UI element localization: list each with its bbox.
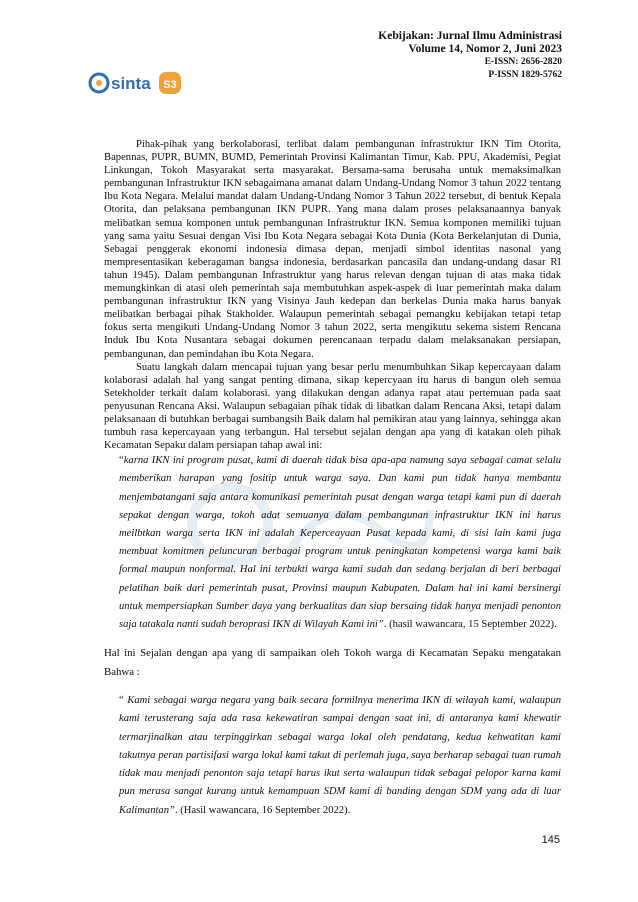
journal-title: Kebijakan: Jurnal Ilmu Administrasi bbox=[378, 30, 562, 42]
quote-1-text: karna IKN ini program pusat, kami di daerah tidak bisa apa-apa namung saya sebagai camat selalu memberikan harapan yang fositip untuk warga saya. Dan kami pun tidak hanya membantu menjembatangani saja antara komunikasi pemerintah pusat dengan warga tetapi kami pun di daerah sepakat dengan warga, tokoh adat semuanya dalam pembangunan infrastruktur IKN ini harus meilbtkan warga serta IKN ini adalah Keperceayaan Pusat kepada kami, di sisi lain kami juga membuat komitmen peluncuran berbagai program untuk peningkatan kompetensi warga kami baik formal maupun nonformal. Hal ini terbukti warga kami sudah dan sedang berjalan di beri berbagai pelatihan baik dari pemerintah pusat, Provinsi maupun Kabupaten. Dalam hal ini kami bersinergi untuk mempersiapkan Sumber daya yang berkualitas dan siap bersaing tidak hanya menjadi penonton saja tatakala nanti sudah beroprasi IKN di Wilayah Kami ini” bbox=[119, 455, 561, 631]
sinta-logo bbox=[86, 66, 186, 100]
interview-quote-1 bbox=[119, 452, 561, 634]
quote-1-citation: . (hasil wawancara, 15 September 2022). bbox=[383, 619, 557, 631]
journal-header bbox=[378, 30, 562, 82]
pissn: P-ISSN 1829-5762 bbox=[488, 70, 562, 80]
sinta-logo-badge: S3 bbox=[163, 79, 177, 91]
lead-in-paragraph: Hal ini Sejalan dengan apa yang di sampaikan oleh Tokoh warga di Kecamatan Sepaku mengatakan Bahwa : bbox=[104, 647, 561, 679]
quote-2-open: “ bbox=[119, 695, 128, 707]
page-number: 145 bbox=[541, 834, 560, 846]
eissn: E-ISSN: 2656-2820 bbox=[484, 57, 562, 67]
interview-quote-2 bbox=[119, 692, 561, 819]
journal-volume: Volume 14, Nomor 2, Juni 2023 bbox=[408, 43, 562, 55]
paragraph-1: Pihak-pihak yang berkolaborasi, terlibat dalam pembangunan infrastruktur IKN Tim Otorita, Bapennas, PUPR, BUMN, BUMD, Pemerintah Provinsi Kalimantan Timur, Kab. PPU, Akademisi, Pegiat Linkungan, Tokoh Masyarakat serta masyarakat. Bersama-sama berusaha untuk memaksimalkan pembangunan Infrastruktur IKN sebagaimana amanat dalam Undang-Undang Nomor 3 tahun 2022 tentang Ibu Kota Negara. Melalui mandat dalam Undang-Undang Nomor 3 Tahun 2022 tersebut, di bentuk Kepala Otorita, dan pelaksana pembangunan IKN PUPR. Yang mana dalam proses pelaksanaannya banyak melibatkan semua komponen untuk pembangunan Infrastruktur IKN. Semua komponen memiliki tujuan yang sama yaitu Sesuai dengan Visi Ibu Kota Negara sebagai Kota Dunia (Kota Berkelanjutan di Dunia, Sebagai penggerak ekonomi indonesia dimasa depan, menjadi simbol identitas nasonal yang mempresentasikan keberagaman bangsa indonesia, berdasarkan pancasila dan undang-undang dasar RI tahun 1945). Dalam pembangunan Infrastruktur yang harus relevan dengan tujuan di atas maka tidak memungkinkan di atasi oleh pemerintah saja membutuhkan aspek-aspek di luar pemerintah maka dalam pembangunan infrastruktur IKN yang Visinya Jauh kedepan dan berkelas Dunia maka harus banyak melibatkan berbagai pihak Stakholder. Walaupun pemerintah sebagai pemangku kebijakan tetapi tetap fokus serta mengikuti Undang-Undang Nomor 3 tahun 2022, serta mengikutu sekema sistem Rencana Induk Ibu Kota Nusantara sebagai dokumen perencanaan terpadu dalam melaksanakan persiapan, pembangunan, dan pemindahan ibu Kota Negara. bbox=[104, 139, 561, 360]
quote-2-citation: . (Hasil wawancara, 16 September 2022). bbox=[174, 804, 351, 816]
sinta-logo-text: sinta bbox=[111, 74, 151, 93]
article-body bbox=[104, 138, 561, 820]
quote-1-open: “ bbox=[119, 455, 124, 467]
quote-2-text: Kami sebagai warga negara yang baik secara formilnya menerima IKN di wilayah kami, walaupun kami terusterang saja ada rasa kekewatiran sampai dengan saat ini, di antaranya kami khewatir termarjinalkan atau terpinggirkan sebagai warga lokal oleh pendatang, kedua kehwatitan kami takutnya peran partisifasi warga lokal kami takut di perlemah juga, saya berharap sebagai tuan rumah tidak mau menjadi penonton saja tetapi harus ikut serta walaupun tidak sebagai pelopor karna kami pun merasa sangat kurang untuk kemampuan SDM kami di banding dengan SDM yang ada di luar Kalimantan” bbox=[119, 695, 561, 816]
paragraph-2: Suatu langkah dalam mencapai tujuan yang besar perlu menumbuhkan Sikap kepercayaan dalam kolaborasi adalah hal yang sangat penting dimana, sikap kepercyaan itu harus di bangun oleh semua Setekholder terkait dalam kolaborasi. yang dilakukan dengan adanya rapat atau pertemuan pada saat penyusunan Rencana Aksi. Walaupun sebagaian pihak tidak di libatkan dalam Rencana Aksi, tetapi dalam pelaksanaan di butuhkan berbagai sumbangsih Baik dalam hal pemikiran atau yang lainnya, sehingga akan tumbuh rasa kepercayaan yang terbangun. Hal tersebut sejalan dengan apa yang di katakan oleh pihak Kecamatan Sepaku dalam persiapan tahap awal ini: bbox=[104, 361, 561, 452]
